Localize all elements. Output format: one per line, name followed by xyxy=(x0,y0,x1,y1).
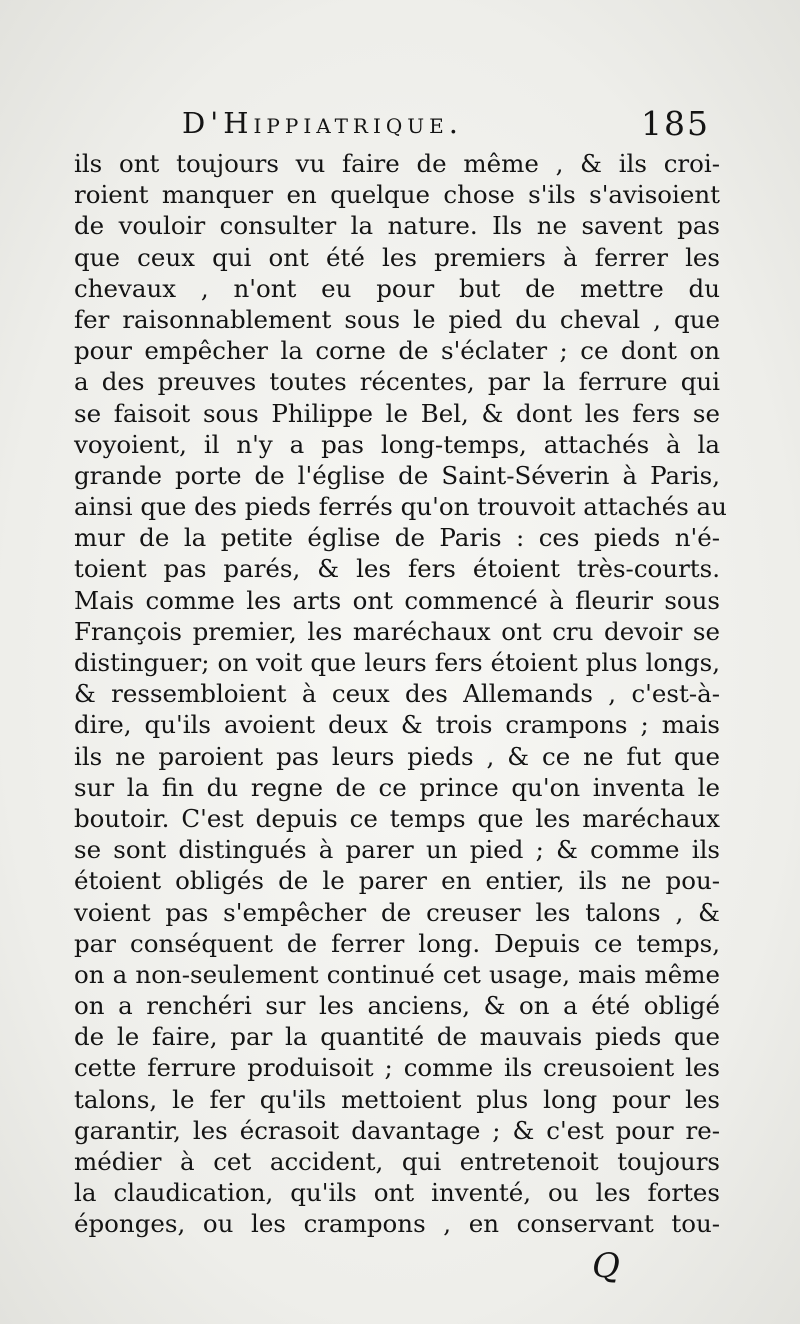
text-line: que ceux qui ont été les premiers à ferrer les xyxy=(74,242,720,272)
text-line: médier à cet accident, qui entretenoit toujours xyxy=(74,1147,720,1176)
text-line: pour empêcher la corne de s'éclater ; ce dont on xyxy=(74,336,720,366)
text-line: fer raisonnablement sous le pied du cheval , que xyxy=(74,304,720,334)
text-line: on a non-seulement continué cet usage, mais même xyxy=(74,959,720,989)
text-line: roient manquer en quelque chose s'ils s'avisoient xyxy=(74,180,720,210)
text-line: François premier, les maréchaux ont cru devoir se xyxy=(74,616,720,646)
text-line: la claudication, qu'ils ont inventé, ou les fortes xyxy=(74,1178,720,1208)
text-line: garantir, les écrasoit davantage ; & c'est pour re- xyxy=(74,1115,720,1145)
text-line: se faisoit sous Philippe le Bel, & dont les fers se xyxy=(74,398,720,428)
text-line: ils ont toujours vu faire de même , & ils croi- xyxy=(74,149,720,178)
text-line: Mais comme les arts ont commencé à fleurir sous xyxy=(74,585,720,615)
text-line: se sont distingués à parer un pied ; & comme ils xyxy=(74,835,720,865)
page-number: 185 xyxy=(641,104,710,143)
text-line: de vouloir consulter la nature. Ils ne savent pas xyxy=(74,211,720,241)
text-line: cette ferrure produisoit ; comme ils creusoient les xyxy=(74,1053,720,1083)
text-line: ainsi que des pieds ferrés qu'on trouvoit attachés au xyxy=(74,492,727,522)
text-line: éponges, ou les crampons , en conservant tou- xyxy=(74,1209,720,1239)
text-line: par conséquent de ferrer long. Depuis ce temps, xyxy=(74,928,720,958)
catchword: Q xyxy=(592,1246,620,1286)
text-line: & ressembloient à ceux des Allemands , c'est-à- xyxy=(74,679,720,709)
text-line: voyoient, il n'y a pas long-temps, attachés à la xyxy=(74,429,720,459)
text-line: de le faire, par la quantité de mauvais pieds que xyxy=(74,1022,720,1052)
page-header xyxy=(72,104,712,144)
text-line: mur de la petite église de Paris : ces pieds n'é- xyxy=(74,523,720,553)
text-line: étoient obligés de le parer en entier, ils ne pou- xyxy=(74,866,720,896)
text-line: distinguer; on voit que leurs fers étoient plus longs, xyxy=(74,648,720,677)
text-line: grande porte de l'église de Saint-Séverin à Paris, xyxy=(74,460,720,490)
text-line: voient pas s'empêcher de creuser les talons , & xyxy=(74,897,720,927)
text-line: ils ne paroient pas leurs pieds , & ce ne fut que xyxy=(74,741,720,771)
body-text xyxy=(74,148,727,1240)
text-line: boutoir. C'est depuis ce temps que les maréchaux xyxy=(74,803,720,833)
text-line: dire, qu'ils avoient deux & trois crampons ; mais xyxy=(74,710,720,740)
text-line: toient pas parés, & les fers étoient très-courts. xyxy=(74,554,720,584)
text-line: on a renchéri sur les anciens, & on a été obligé xyxy=(74,991,720,1021)
text-line: talons, le fer qu'ils mettoient plus long pour les xyxy=(74,1084,720,1114)
text-line: chevaux , n'ont eu pour but de mettre du xyxy=(74,273,720,303)
text-line: a des preuves toutes récentes, par la ferrure qui xyxy=(74,367,720,397)
text-line: sur la fin du regne de ce prince qu'on inventa le xyxy=(74,772,720,802)
running-title: D'Hippiatrique. xyxy=(182,106,463,140)
